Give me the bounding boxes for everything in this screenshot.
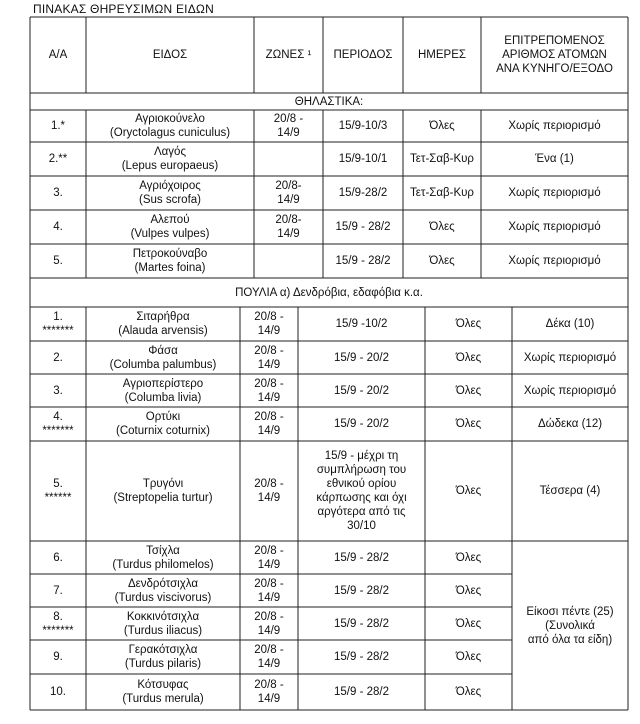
row-days: Όλες bbox=[455, 686, 482, 698]
section-birds: ΠΟΥΛΙΑ α) Δενδρόβια, εδαφόβια κ.α. bbox=[235, 286, 423, 299]
row-period: 15/9 -10/2 bbox=[335, 318, 388, 330]
species-latin-name: (Streptopelia turtur) bbox=[113, 492, 213, 504]
species-latin-name: (Alauda arvensis) bbox=[118, 325, 208, 337]
row-period: 15/9-28/2 bbox=[338, 187, 388, 199]
row-allowed: Τέσσερα (4) bbox=[539, 485, 601, 497]
row-allowed: Ένα (1) bbox=[535, 153, 574, 165]
species-common-name: Κότσυφας bbox=[137, 679, 189, 691]
row-aa: 3. bbox=[53, 187, 63, 199]
row-days: Τετ-Σαβ-Κυρ bbox=[410, 187, 474, 199]
row-allowed: Χωρίς περιορισμό bbox=[508, 120, 601, 132]
row-days: Όλες bbox=[455, 485, 482, 497]
row-period: 15/9 - μέχρι τη συμπλήρωση του εθνικού ορίου κάρπωσης και όχι αργότερα από τις 30/10 bbox=[316, 450, 407, 532]
species-cell bbox=[86, 441, 240, 541]
row-days: Όλες bbox=[455, 351, 482, 364]
row-days: Όλες bbox=[455, 384, 482, 397]
row-aa: 1. ******* bbox=[42, 311, 74, 337]
row-zones bbox=[254, 244, 323, 278]
header-allowed-count: ΕΠΙΤΡΕΠΟΜΕΝΟΣ ΑΡΙΘΜΟΣ ΑΤΟΜΩΝ ΑΝΑ ΚΥΝΗΓΟ/ΕΞΟΔΟ bbox=[496, 35, 613, 75]
species-common-name: Κοκκινότσιχλα bbox=[126, 610, 200, 623]
row-aa: 2. bbox=[53, 351, 63, 364]
row-aa: 5. ****** bbox=[44, 478, 72, 504]
species-common-name: Δενδρότσιχλα bbox=[127, 577, 198, 590]
row-zones: 20/8 - 14/9 bbox=[254, 344, 284, 371]
row-period: 15/9 - 20/2 bbox=[334, 384, 389, 397]
document-title: ΠΙΝΑΚΑΣ ΘΗΡΕΥΣΙΜΩΝ ΕΙΔΩΝ bbox=[33, 2, 214, 16]
row-period: 15/9 - 28/2 bbox=[334, 617, 389, 630]
row-period: 15/9-10/3 bbox=[338, 120, 388, 132]
row-days: Όλες bbox=[455, 584, 482, 597]
row-aa: 1.* bbox=[50, 120, 66, 132]
row-days: Όλες bbox=[455, 418, 482, 430]
row-zones: 20/8 - 14/9 bbox=[254, 411, 284, 437]
species-common-name: Πετροκούναβο bbox=[132, 248, 208, 260]
species-common-name: Σιταρήθρα bbox=[136, 311, 190, 323]
species-latin-name: (Columba livia) bbox=[124, 391, 202, 404]
species-latin-name: (Turdus philomelos) bbox=[112, 558, 214, 571]
species-common-name: Ορτύκι bbox=[145, 411, 181, 423]
species-latin-name: (Sus scrofa) bbox=[139, 194, 201, 206]
species-cell bbox=[86, 374, 240, 407]
row-days: Όλες bbox=[455, 617, 482, 630]
row-zones: 20/8 - 14/9 bbox=[254, 679, 284, 705]
row-period: 15/9 - 20/2 bbox=[334, 418, 389, 430]
header-zones: ΖΩΝΕΣ ¹ bbox=[265, 49, 312, 61]
row-zones: 20/8- 14/9 bbox=[275, 214, 302, 240]
row-zones bbox=[254, 142, 323, 176]
species-common-name: Τρυγόνι bbox=[142, 478, 184, 490]
row-zones: 20/8 - 14/9 bbox=[254, 478, 284, 504]
thrush-group-allowed: Είκοσι πέντε (25) (Συνολικά από όλα τα είδη) bbox=[526, 605, 614, 646]
species-cell bbox=[86, 674, 240, 710]
header-aa: Α/Α bbox=[48, 49, 68, 61]
row-zones: 20/8 - 14/9 bbox=[254, 577, 284, 604]
species-latin-name: (Coturnix coturnix) bbox=[116, 425, 210, 437]
species-latin-name: (Turdus viscivorus) bbox=[114, 591, 212, 604]
row-zones: 20/8 - 14/9 bbox=[254, 610, 284, 637]
species-cell bbox=[86, 307, 240, 341]
row-days: Όλες bbox=[455, 551, 482, 564]
row-allowed: Δέκα (10) bbox=[545, 318, 595, 330]
species-cell bbox=[86, 341, 240, 374]
row-aa: 10. bbox=[50, 686, 66, 698]
row-allowed: Χωρίς περιορισμό bbox=[508, 255, 601, 267]
species-cell bbox=[86, 607, 240, 640]
row-allowed: Χωρίς περιορισμό bbox=[523, 351, 617, 364]
row-period: 15/9 - 28/2 bbox=[334, 551, 389, 564]
species-cell bbox=[86, 176, 254, 210]
species-latin-name: (Lepus europaeus) bbox=[121, 160, 219, 172]
species-latin-name: (Oryctolagus cuniculus) bbox=[109, 127, 231, 139]
species-latin-name: (Turdus iliacus) bbox=[123, 624, 203, 637]
species-latin-name: (Turdus pilaris) bbox=[124, 658, 202, 670]
row-allowed: Χωρίς περιορισμό bbox=[523, 384, 617, 397]
row-aa: 7. bbox=[53, 584, 63, 597]
row-zones: 20/8- 14/9 bbox=[275, 180, 302, 206]
species-common-name: Αγριοκούνελο bbox=[135, 113, 205, 125]
species-cell bbox=[86, 244, 254, 278]
section-mammals: ΘΗΛΑΣΤΙΚΑ: bbox=[294, 95, 364, 108]
row-aa: 8. ******* bbox=[42, 610, 74, 637]
species-common-name: Αγριόχοιρος bbox=[139, 180, 201, 192]
species-latin-name: (Turdus merula) bbox=[122, 693, 204, 705]
species-common-name: Λαγός bbox=[153, 146, 186, 158]
species-latin-name: (Columba palumbus) bbox=[109, 358, 217, 371]
row-period: 15/9 - 28/2 bbox=[335, 221, 391, 233]
species-cell bbox=[86, 574, 240, 607]
row-period: 15/9 - 20/2 bbox=[334, 351, 389, 364]
row-period: 15/9-10/1 bbox=[338, 153, 388, 165]
row-days: Όλες bbox=[429, 120, 455, 132]
species-cell bbox=[86, 110, 254, 142]
header-period: ΠΕΡΙΟΔΟΣ bbox=[333, 49, 393, 61]
row-days: Όλες bbox=[455, 651, 482, 663]
species-cell bbox=[86, 541, 240, 574]
row-zones: 20/8 - 14/9 bbox=[254, 377, 284, 404]
row-period: 15/9 - 28/2 bbox=[334, 686, 389, 698]
species-cell bbox=[86, 210, 254, 244]
row-zones: 20/8 - 14/9 bbox=[254, 311, 284, 337]
row-allowed: Δώδεκα (12) bbox=[537, 418, 603, 430]
row-period: 15/9 - 28/2 bbox=[334, 651, 389, 663]
species-common-name: Γερακότσιχλα bbox=[128, 644, 198, 656]
row-days: Όλες bbox=[455, 318, 482, 330]
species-common-name: Αγριοπερίστερο bbox=[122, 377, 204, 390]
row-aa: 4. bbox=[53, 221, 63, 233]
row-days: Όλες bbox=[429, 221, 455, 233]
row-aa: 5. bbox=[53, 255, 63, 267]
row-period: 15/9 - 28/2 bbox=[334, 584, 389, 597]
row-aa: 2.** bbox=[48, 153, 68, 165]
row-zones: 20/8 - 14/9 bbox=[273, 113, 304, 139]
species-common-name: Αλεπού bbox=[150, 214, 190, 226]
row-aa: 3. bbox=[53, 384, 63, 397]
row-zones: 20/8 - 14/9 bbox=[254, 544, 284, 571]
header-species: ΕΙΔΟΣ bbox=[152, 49, 188, 61]
row-aa: 6. bbox=[53, 551, 63, 564]
row-zones: 20/8 - 14/9 bbox=[254, 644, 284, 670]
row-days: Τετ-Σαβ-Κυρ bbox=[410, 153, 474, 165]
species-cell bbox=[86, 407, 240, 441]
species-cell bbox=[86, 640, 240, 674]
row-aa: 4. ******* bbox=[42, 411, 74, 437]
species-common-name: Φάσα bbox=[148, 344, 178, 357]
species-latin-name: (Vulpes vulpes) bbox=[130, 228, 210, 240]
header-days: ΗΜΕΡΕΣ bbox=[417, 49, 466, 61]
species-latin-name: (Martes foina) bbox=[134, 262, 206, 274]
row-allowed: Χωρίς περιορισμό bbox=[508, 187, 601, 199]
species-common-name: Τσίχλα bbox=[146, 544, 180, 557]
species-cell bbox=[86, 142, 254, 176]
row-period: 15/9 - 28/2 bbox=[335, 255, 391, 267]
row-aa: 9. bbox=[53, 651, 63, 663]
row-days: Όλες bbox=[429, 255, 455, 267]
row-allowed: Χωρίς περιορισμό bbox=[508, 221, 601, 233]
